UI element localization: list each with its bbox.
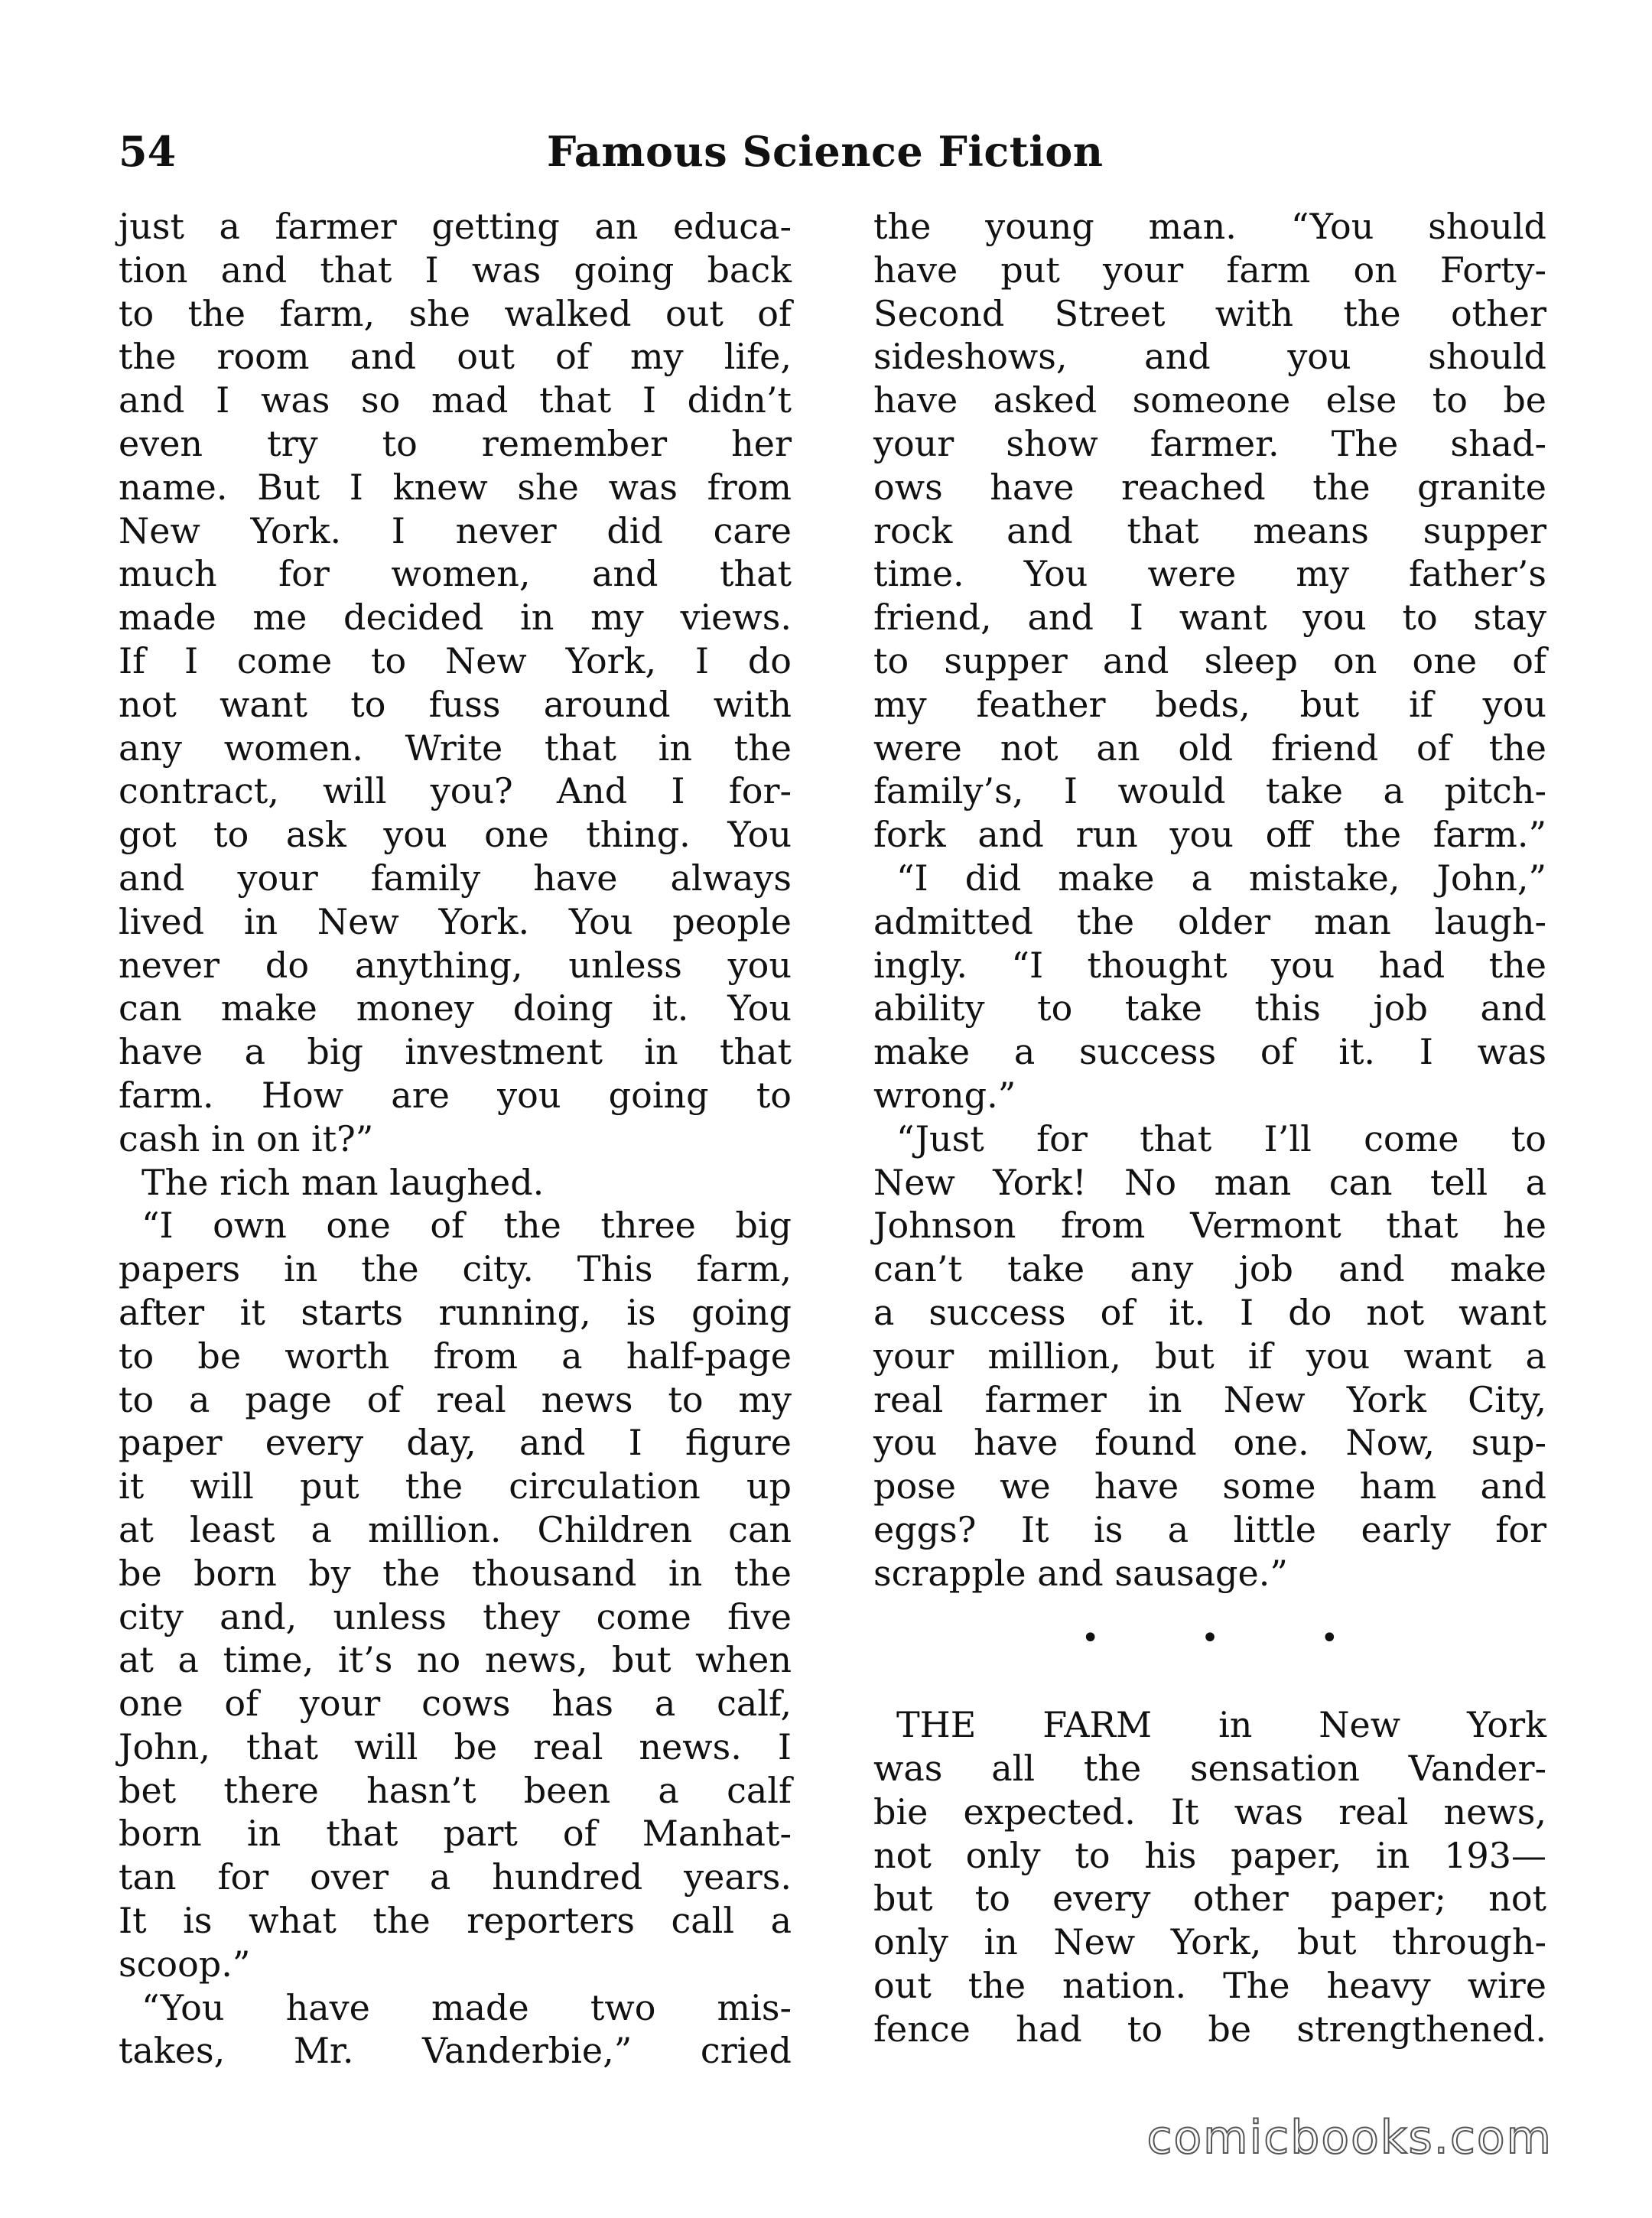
text-line: my feather beds, but if you bbox=[873, 683, 1546, 725]
text-line: born in that part of Manhat- bbox=[119, 1813, 792, 1855]
right-column-bottom-text bbox=[873, 1703, 1546, 2051]
text-line: rock and that means supper bbox=[873, 509, 1546, 551]
watermark-logo: comicbooks.com bbox=[1146, 2111, 1553, 2164]
text-line: fence had to be strengthened. bbox=[873, 2008, 1546, 2050]
text-line: made me decided in my views. bbox=[119, 597, 792, 639]
text-line: “Just for that I’ll come to bbox=[896, 1117, 1546, 1159]
text-line: you have found one. Now, sup- bbox=[873, 1422, 1546, 1464]
text-line: have put your farm on Forty- bbox=[873, 249, 1546, 291]
text-line: admitted the older man laugh- bbox=[873, 900, 1546, 942]
text-line: and I was so mad that I didn’t bbox=[119, 379, 792, 421]
text-line: one of your cows has a calf, bbox=[119, 1683, 792, 1725]
text-line: to the farm, she walked out of bbox=[119, 292, 792, 334]
text-line: your million, but if you want a bbox=[873, 1335, 1546, 1377]
text-line: and your family have always bbox=[119, 857, 792, 899]
text-line: farm. How are you going to bbox=[119, 1074, 792, 1116]
text-line: be born by the thousand in the bbox=[119, 1552, 792, 1594]
text-line: were not an old friend of the bbox=[873, 727, 1546, 769]
text-line: fork and run you off the farm.” bbox=[873, 814, 1546, 856]
text-line: If I come to New York, I do bbox=[119, 639, 792, 681]
text-line: but to every other paper; not bbox=[873, 1878, 1546, 1920]
text-line: bet there hasn’t been a calf bbox=[119, 1769, 792, 1811]
text-line: never do anything, unless you bbox=[119, 944, 792, 986]
text-line: can make money doing it. You bbox=[119, 987, 792, 1029]
text-line: only in New York, but through- bbox=[873, 1921, 1546, 1963]
text-line: contract, will you? And I for- bbox=[119, 770, 792, 812]
text-line: cash in on it?” bbox=[119, 1117, 374, 1159]
text-line: time. You were my father’s bbox=[873, 553, 1546, 595]
text-line: wrong.” bbox=[873, 1074, 1016, 1116]
page-number: 54 bbox=[119, 127, 177, 176]
text-line: your show farmer. The shad- bbox=[873, 422, 1546, 464]
text-line: tion and that I was going back bbox=[119, 249, 792, 291]
text-line: can’t take any job and make bbox=[873, 1248, 1546, 1290]
text-line: family’s, I would take a pitch- bbox=[873, 770, 1546, 812]
text-line: make a success of it. I was bbox=[873, 1031, 1546, 1073]
text-line: paper every day, and I figure bbox=[119, 1422, 792, 1464]
text-line: a success of it. I do not want bbox=[873, 1291, 1546, 1333]
text-line: “I did make a mistake, John,” bbox=[896, 857, 1546, 899]
text-line: have asked someone else to be bbox=[873, 379, 1546, 421]
text-line: scoop.” bbox=[119, 1943, 251, 1985]
text-line: got to ask you one thing. You bbox=[119, 814, 792, 856]
text-line: Johnson from Vermont that he bbox=[873, 1205, 1546, 1247]
text-line: not want to fuss around with bbox=[119, 683, 792, 725]
text-line: out the nation. The heavy wire bbox=[873, 1965, 1546, 2007]
text-line: sideshows, and you should bbox=[873, 336, 1546, 378]
text-line: just a farmer getting an educa- bbox=[119, 206, 792, 247]
text-line: “I own one of the three big bbox=[141, 1205, 792, 1247]
text-line: ingly. “I thought you had the bbox=[873, 944, 1546, 986]
text-line: name. But I knew she was from bbox=[119, 466, 792, 508]
section-break-dinkus: • • • bbox=[1081, 1620, 1339, 1656]
right-text-column bbox=[873, 205, 1546, 2051]
text-line: to supper and sleep on one of bbox=[873, 639, 1546, 681]
text-line: Second Street with the other bbox=[873, 292, 1546, 334]
text-line: not only to his paper, in 193— bbox=[873, 1834, 1546, 1876]
text-line: pose we have some ham and bbox=[873, 1465, 1546, 1507]
text-line: after it starts running, is going bbox=[119, 1291, 792, 1333]
text-line: any women. Write that in the bbox=[119, 727, 792, 769]
text-line: friend, and I want you to stay bbox=[873, 597, 1546, 639]
text-line: scrapple and sausage.” bbox=[873, 1552, 1288, 1594]
text-line: the young man. “You should bbox=[873, 206, 1546, 247]
text-line: was all the sensation Vander- bbox=[873, 1748, 1546, 1790]
text-line: to be worth from a half-page bbox=[119, 1335, 792, 1377]
text-line: it will put the circulation up bbox=[119, 1465, 792, 1507]
text-line: “You have made two mis- bbox=[141, 1986, 792, 2028]
text-line: at a time, it’s no news, but when bbox=[119, 1639, 792, 1681]
text-line: the room and out of my life, bbox=[119, 336, 792, 378]
text-line: It is what the reporters call a bbox=[119, 1900, 792, 1942]
text-line: John, that will be real news. I bbox=[119, 1725, 792, 1768]
left-text-column bbox=[119, 205, 792, 2073]
page-header bbox=[119, 121, 1533, 182]
text-line: papers in the city. This farm, bbox=[119, 1248, 792, 1290]
text-line: The rich man laughed. bbox=[141, 1161, 545, 1203]
text-line: city and, unless they come five bbox=[119, 1595, 792, 1637]
text-line: much for women, and that bbox=[119, 553, 792, 595]
right-column-top-text bbox=[873, 205, 1546, 1595]
text-line: ows have reached the granite bbox=[873, 466, 1546, 508]
text-line: takes, Mr. Vanderbie,” cried bbox=[119, 2030, 792, 2072]
text-line: THE FARM in New York bbox=[896, 1704, 1546, 1746]
text-line: tan for over a hundred years. bbox=[119, 1856, 792, 1898]
text-line: bie expected. It was real news, bbox=[873, 1790, 1546, 1833]
text-line: eggs? It is a little early for bbox=[873, 1508, 1546, 1550]
running-title: Famous Science Fiction bbox=[547, 127, 1104, 176]
text-line: New York! No man can tell a bbox=[873, 1161, 1546, 1203]
text-line: ability to take this job and bbox=[873, 987, 1546, 1029]
text-line: even try to remember her bbox=[119, 422, 792, 464]
text-line: real farmer in New York City, bbox=[873, 1378, 1546, 1420]
text-line: to a page of real news to my bbox=[119, 1378, 792, 1420]
text-line: at least a million. Children can bbox=[119, 1508, 792, 1550]
text-line: have a big investment in that bbox=[119, 1031, 792, 1073]
text-line: New York. I never did care bbox=[119, 509, 792, 551]
text-line: lived in New York. You people bbox=[119, 900, 792, 942]
